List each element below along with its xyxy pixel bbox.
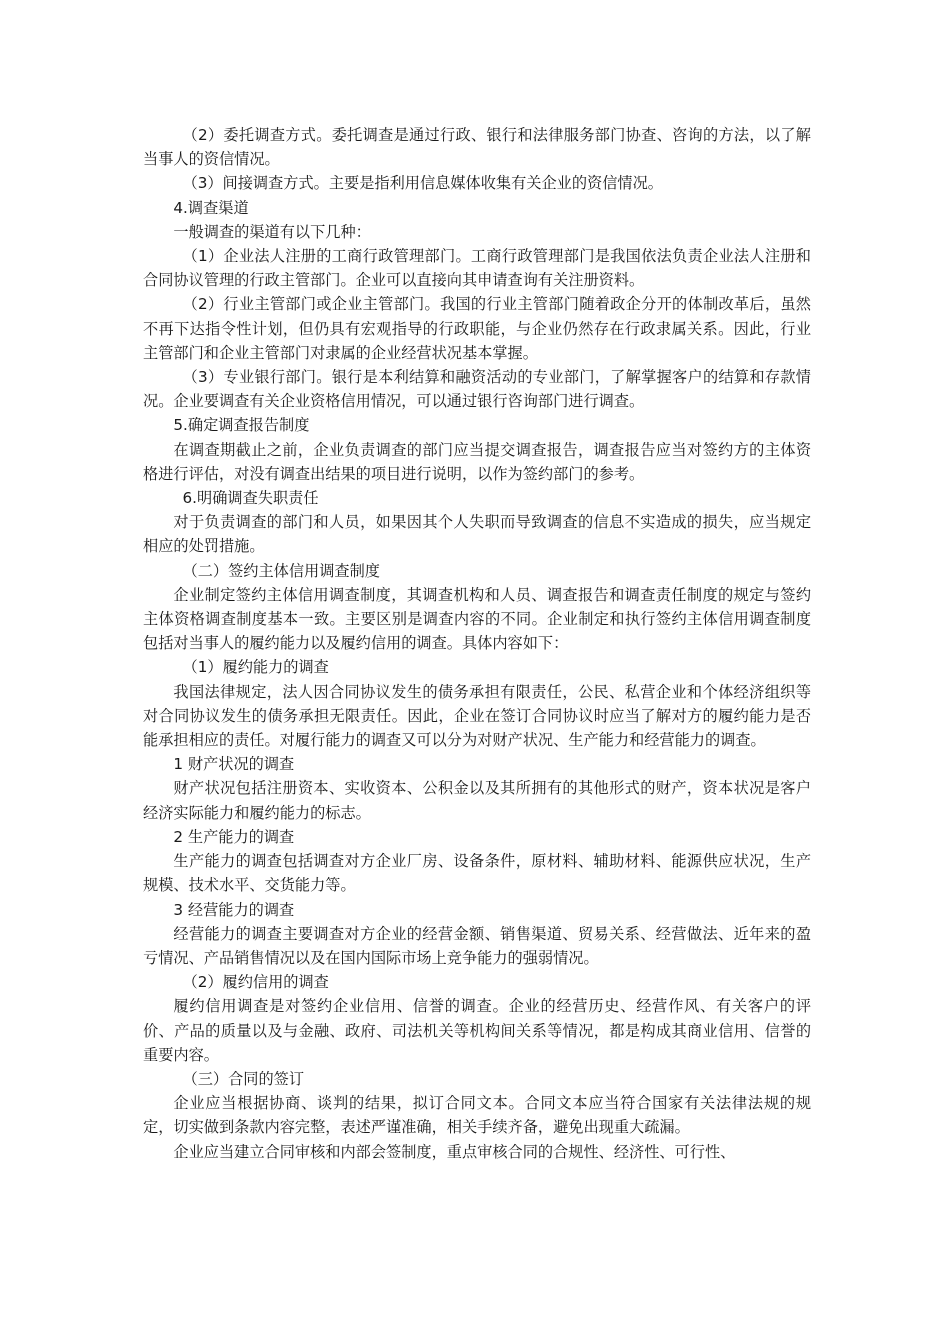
paragraph: 一般调查的渠道有以下几种： — [173, 222, 371, 241]
paragraph: （2）履约信用的调查 — [182, 973, 329, 992]
paragraph: 3 经营能力的调查 — [173, 900, 295, 919]
paragraph: 在调查期截止之前，企业负责调查的部门应当提交调查报告，调查报告应当对签约方的主体资格进行评估，对没有调查出结果的项目进行说明，以作为签约部门的参考。 — [143, 440, 811, 483]
paragraph: 企业制定签约主体信用调查制度，其调查机构和人员、调查报告和调查责任制度的规定与签约主体资格调查制度基本一致。主要区别是调查内容的不同。企业制定和执行签约主体信用调查制度包括对当事人的履约能力以及履约信用的调查。具体内容如下： — [143, 585, 811, 653]
document-body — [143, 123, 811, 1164]
paragraph: （2）委托调查方式。委托调查是通过行政、银行和法律服务部门协查、咨询的方法，以了解当事人的资信情况。 — [143, 126, 811, 169]
paragraph: 企业应当建立合同审核和内部会签制度，重点审核合同的合规性、经济性、可行性、 — [173, 1142, 736, 1161]
paragraph: 财产状况包括注册资本、实收资本、公积金以及其所拥有的其他形式的财产，资本状况是客户经济实际能力和履约能力的标志。 — [143, 779, 811, 822]
paragraph: 4.调查渠道 — [173, 198, 249, 217]
paragraph: （3）间接调查方式。主要是指利用信息媒体收集有关企业的资信情况。 — [182, 174, 663, 193]
paragraph: （1）企业法人注册的工商行政管理部门。工商行政管理部门是我国依法负责企业法人注册和合同协议管理的行政主管部门。企业可以直接向其申请查询有关注册资料。 — [143, 247, 811, 290]
paragraph: 6.明确调查失职责任 — [182, 489, 319, 508]
paragraph: 2 生产能力的调查 — [173, 827, 295, 846]
paragraph: 经营能力的调查主要调查对方企业的经营金额、销售渠道、贸易关系、经营做法、近年来的盈亏情况、产品销售情况以及在国内国际市场上竞争能力的强弱情况。 — [143, 924, 811, 967]
paragraph: 履约信用调查是对签约企业信用、信誉的调查。企业的经营历史、经营作风、有关客户的评价、产品的质量以及与金融、政府、司法机关等机构间关系等情况，都是构成其商业信用、信誉的重要内容。 — [143, 997, 811, 1064]
paragraph: （1）履约能力的调查 — [182, 658, 329, 677]
paragraph: 5.确定调查报告制度 — [173, 416, 310, 435]
paragraph: 对于负责调查的部门和人员，如果因其个人失职而导致调查的信息不实造成的损失，应当规定相应的处罚措施。 — [143, 513, 811, 556]
paragraph: 我国法律规定，法人因合同协议发生的债务承担有限责任，公民、私营企业和个体经济组织等对合同协议发生的债务承担无限责任。因此，企业在签订合同协议时应当了解对方的履约能力是否能承担相应的责任。对履行能力的调查又可以分为对财产状况、生产能力和经营能力的调查。 — [143, 682, 811, 750]
paragraph: 企业应当根据协商、谈判的结果，拟订合同文本。合同文本应当符合国家有关法律法规的规定，切实做到条款内容完整，表述严谨准确，相关手续齐备，避免出现重大疏漏。 — [143, 1094, 811, 1137]
paragraph: 1 财产状况的调查 — [173, 755, 295, 774]
paragraph: （2）行业主管部门或企业主管部门。我国的行业主管部门随着政企分开的体制改革后，虽然不再下达指令性计划，但仍具有宏观指导的行政职能，与企业仍然存在行政隶属关系。因此，行业主管部门和企业主管部门对隶属的企业经营状况基本掌握。 — [143, 295, 811, 362]
paragraph: （三）合同的签订 — [182, 1069, 305, 1088]
paragraph: （3）专业银行部门。银行是本利结算和融资活动的专业部门，了解掌握客户的结算和存款情况。企业要调查有关企业资格信用情况，可以通过银行咨询部门进行调查。 — [143, 368, 811, 411]
paragraph: （二）签约主体信用调查制度 — [182, 561, 380, 580]
paragraph: 生产能力的调查包括调查对方企业厂房、设备条件，原材料、辅助材料、能源供应状况，生产规模、技术水平、交货能力等。 — [143, 852, 811, 895]
